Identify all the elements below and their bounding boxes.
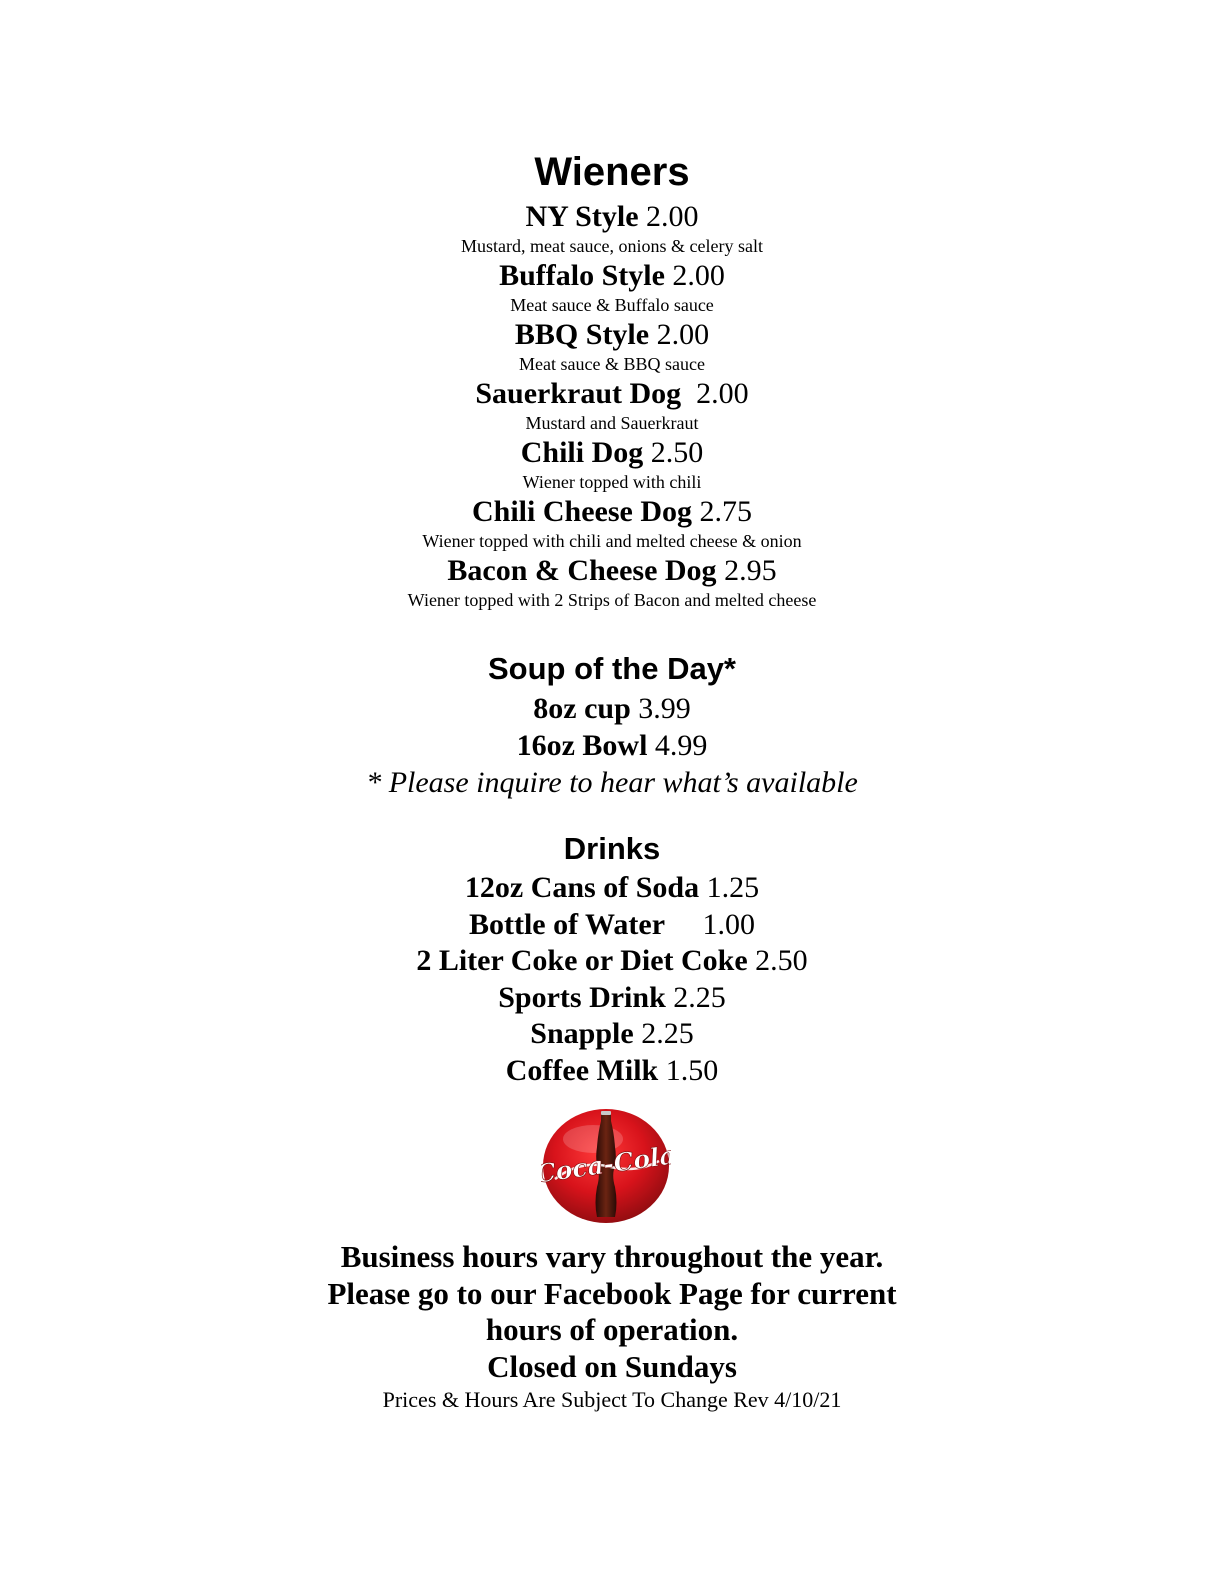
item-description: Wiener topped with 2 Strips of Bacon and melted cheese <box>407 590 817 610</box>
item-name: 8oz cup <box>533 692 631 725</box>
item-price: 2.95 <box>724 554 777 587</box>
menu-item-chili-cheese-dog <box>0 493 1224 552</box>
soup-item-bowl <box>0 727 1224 764</box>
closed-sundays: Closed on Sundays <box>487 1348 737 1384</box>
soup-item-cup <box>0 690 1224 727</box>
item-name: BBQ Style <box>514 318 650 351</box>
item-price: 3.99 <box>638 692 691 725</box>
hours-line: Please go to our Facebook Page for current <box>327 1275 897 1311</box>
item-price: 2.00 <box>672 259 725 292</box>
item-price: 2.00 <box>646 200 699 233</box>
drink-item-snapple <box>0 1016 1224 1053</box>
item-description: Mustard, meat sauce, onions & celery salt <box>461 236 763 256</box>
item-price: 2.75 <box>699 495 752 528</box>
coca-cola-logo <box>541 1107 671 1225</box>
soup-list <box>0 690 1224 802</box>
item-price: 4.99 <box>654 729 708 762</box>
wieners-list <box>0 198 1224 611</box>
menu-item-bbq-style <box>0 316 1224 375</box>
drinks-heading: Drinks <box>563 831 661 866</box>
item-name: 16oz Bowl <box>516 729 648 762</box>
item-name: Sports Drink <box>498 980 666 1014</box>
item-price: 1.00 <box>702 907 756 941</box>
item-name: Bottle of Water <box>468 907 666 941</box>
hours-line: Business hours vary throughout the year. <box>340 1239 884 1274</box>
item-name: Snapple <box>530 1017 634 1050</box>
item-description: Meat sauce & BBQ sauce <box>519 354 705 374</box>
menu-item-bacon-cheese-dog <box>0 552 1224 611</box>
drink-item-coffee-milk <box>0 1053 1224 1090</box>
item-description: Wiener topped with chili <box>522 472 702 492</box>
soup-heading: Soup of the Day* <box>487 651 736 686</box>
item-description: Meat sauce & Buffalo sauce <box>510 295 714 315</box>
item-name: NY Style <box>525 200 639 233</box>
menu-item-chili-dog <box>0 434 1224 493</box>
drink-item-soda-cans <box>0 870 1224 907</box>
menu-item-sauerkraut-dog <box>0 375 1224 434</box>
item-name: 2 Liter Coke or Diet Coke <box>416 944 748 977</box>
item-price: 2.50 <box>650 436 704 469</box>
item-price: 2.25 <box>673 980 726 1014</box>
item-name: Buffalo Style <box>499 259 665 292</box>
item-description: Mustard and Sauerkraut <box>525 413 699 433</box>
item-name: Coffee Milk <box>505 1053 659 1087</box>
item-name: Chili Dog <box>520 436 644 469</box>
menu-item-ny-style <box>0 198 1224 257</box>
price-disclaimer: Prices & Hours Are Subject To Change Rev 4/10/21 <box>382 1387 842 1412</box>
drink-item-2-liter-coke <box>0 943 1224 980</box>
item-name: 12oz Cans of Soda <box>464 871 700 904</box>
item-price: 2.00 <box>656 318 710 351</box>
wieners-heading: Wieners <box>534 150 690 194</box>
item-name: Chili Cheese Dog <box>472 495 692 528</box>
item-price: 2.00 <box>696 377 749 410</box>
coca-cola-disc-icon <box>541 1107 671 1225</box>
logo-wordmark: Coca-Cola <box>541 1140 671 1189</box>
business-hours <box>0 1239 1224 1415</box>
item-price: 1.50 <box>665 1053 719 1087</box>
item-price: 1.25 <box>706 871 760 904</box>
item-name: Sauerkraut Dog <box>475 377 682 410</box>
item-price: 2.50 <box>755 944 808 977</box>
hours-line: hours of operation. <box>485 1312 739 1347</box>
soup-note: * Please inquire to hear what’s available <box>366 766 858 799</box>
drinks-list <box>0 870 1224 1089</box>
item-name: Bacon & Cheese Dog <box>447 554 717 587</box>
item-price: 2.25 <box>641 1017 694 1050</box>
drink-item-water <box>0 907 1224 944</box>
item-description: Wiener topped with chili and melted cheese & onion <box>422 531 802 551</box>
menu-item-buffalo-style <box>0 257 1224 316</box>
drink-item-sports-drink <box>0 980 1224 1017</box>
